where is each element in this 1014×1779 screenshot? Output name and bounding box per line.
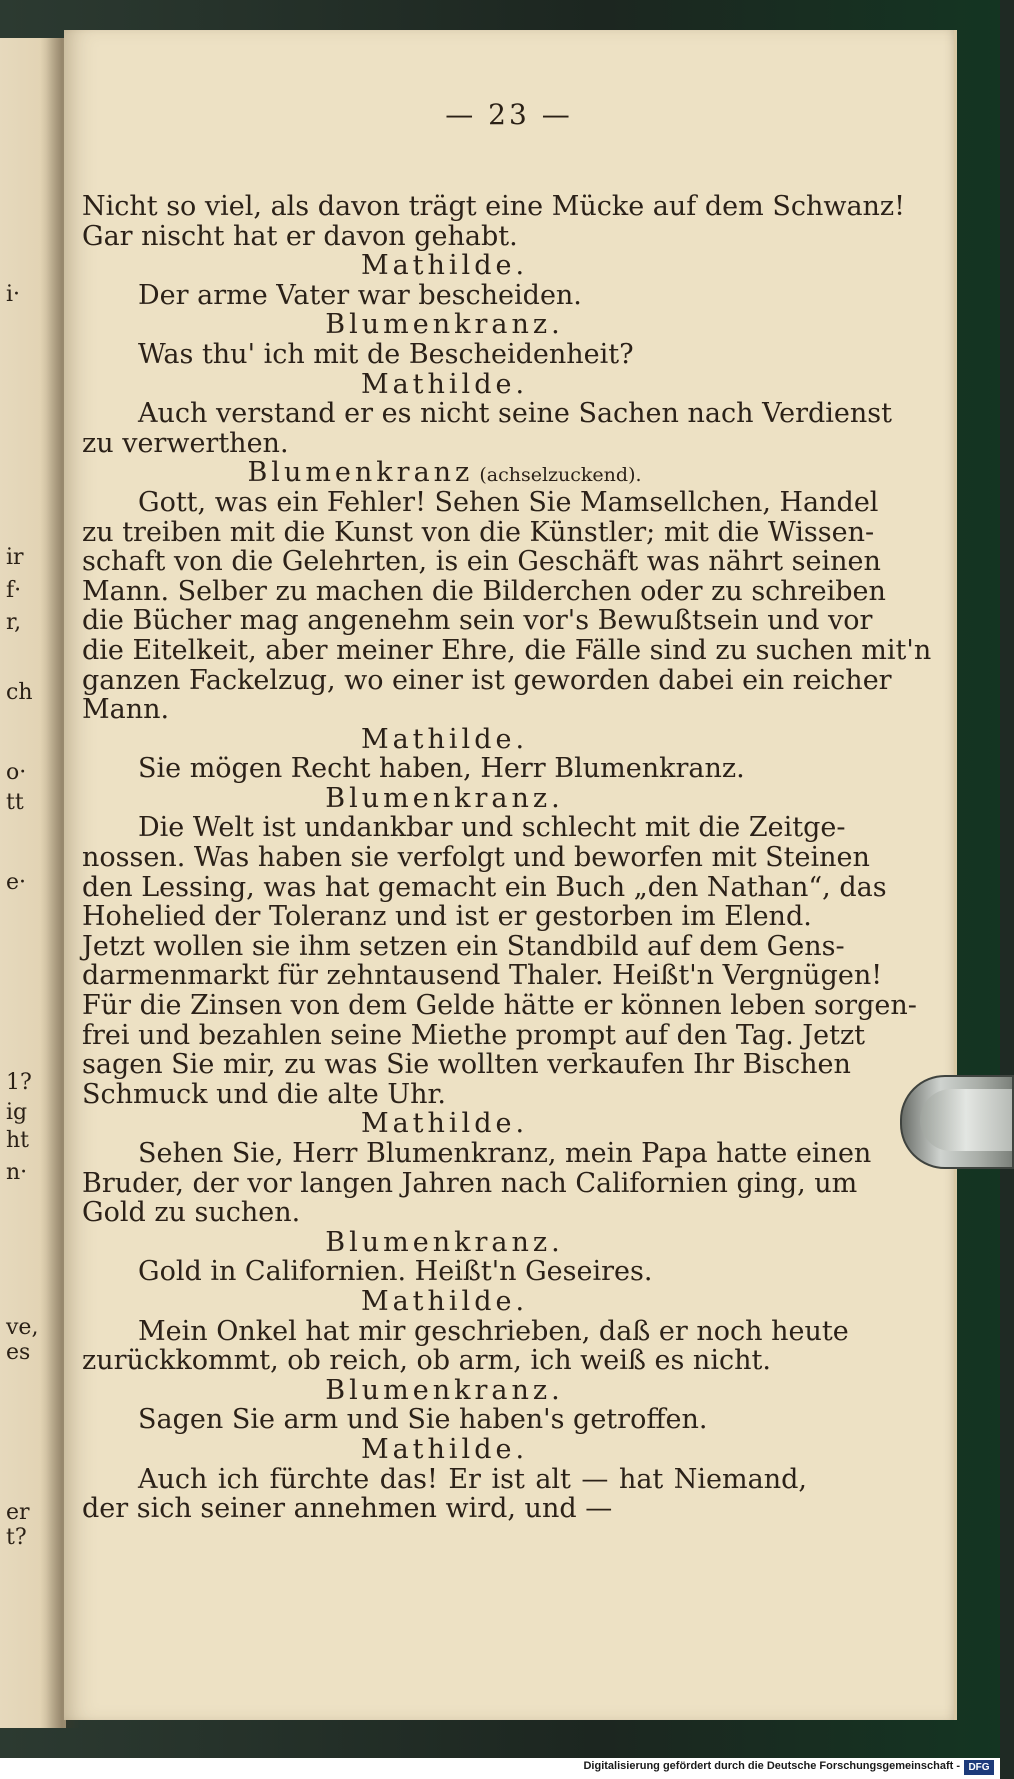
text-line: Sie mögen Recht haben, Herr Blumenkranz. [138, 753, 745, 785]
text-line: Sagen Sie arm und Sie haben's getroffen. [138, 1404, 708, 1436]
digitization-credit: Digitalisierung gefördert durch die Deutsche Forschungsgemeinschaft - [583, 1760, 960, 1772]
speaker-label: Mathilde. [360, 723, 529, 755]
text-line: Mann. [82, 694, 170, 726]
facing-page-fragment: 1? [6, 1070, 32, 1095]
facing-page-fragment: ve, [6, 1315, 39, 1340]
text-line: Auch verstand er es nicht seine Sachen nach Verdienst [138, 398, 892, 430]
speaker-name [82, 1435, 807, 1465]
text-line: die Bücher mag angenehm sein vor's Bewußtsein und vor [82, 605, 873, 637]
text-line: nossen. Was haben sie verfolgt und beworfen mit Steinen [82, 842, 870, 874]
facing-page-fragment: r, [6, 610, 22, 635]
bookmark-clip [900, 1075, 1014, 1169]
text-line: Sehen Sie, Herr Blumenkranz, mein Papa hatte einen [138, 1138, 872, 1169]
facing-page-fragment: ir [6, 545, 24, 570]
text-line: Nicht so viel, als davon trägt eine Mücke auf dem Schwanz! [82, 191, 905, 222]
facing-page-fragment: t? [6, 1525, 27, 1550]
text-line: Mein Onkel hat mir geschrieben, daß er noch heute [138, 1315, 849, 1347]
text-line: Jetzt wollen sie ihm setzen ein Standbild auf dem Gens- [82, 930, 845, 962]
text-line: sagen Sie mir, zu was Sie wollten verkaufen Ihr Bischen [82, 1049, 851, 1081]
stage-direction: (achselzuckend). [473, 464, 642, 487]
speaker-name [82, 1376, 807, 1406]
bookmark-clip-highlight [920, 1089, 1012, 1151]
text-line: Was thu' ich mit de Bescheidenheit? [138, 338, 634, 370]
speaker-label: Mathilde. [360, 368, 529, 400]
text-line: frei und bezahlen seine Miethe prompt auf den Tag. Jetzt [82, 1019, 866, 1051]
facing-page-fragment: er [6, 1500, 30, 1525]
book-page [64, 30, 957, 1720]
page-number: — 23 — [445, 98, 573, 131]
text-line: zu verwerthen. [82, 427, 289, 459]
facing-page-fragment: f· [6, 578, 22, 603]
text-line: Die Welt ist undankbar und schlecht mit die Zeitge- [138, 812, 846, 844]
text-line: Auch ich fürchte das! Er ist alt — hat Niemand, [138, 1463, 807, 1495]
text-line: die Eitelkeit, aber meiner Ehre, die Fälle sind zu suchen mit'n [82, 634, 932, 666]
facing-page-fragment: ht [6, 1128, 30, 1153]
text-line: Hohelied der Toleranz und ist er gestorben im Elend. [82, 901, 812, 933]
speaker-label: Mathilde. [360, 1433, 529, 1465]
facing-page-fragment: ig [6, 1100, 28, 1125]
speaker-name [82, 310, 807, 340]
text-line: Für die Zinsen von dem Gelde hätte er können leben sorgen- [82, 990, 917, 1022]
text-line: Bruder, der vor langen Jahren nach Californien ging, um [82, 1167, 858, 1199]
speaker-name [82, 458, 807, 488]
facing-page-fragment: n· [6, 1160, 28, 1185]
speaker-name [82, 1228, 807, 1258]
speaker-label: Blumenkranz. [325, 309, 564, 341]
speaker-label: Blumenkranz. [325, 1226, 564, 1258]
facing-page-fragment: e· [6, 870, 27, 895]
facing-page-fragment: es [6, 1340, 31, 1365]
text-line: zurückkommt, ob reich, ob arm, ich weiß es nicht. [82, 1345, 771, 1377]
speaker-name [82, 251, 807, 281]
speaker-name [82, 1109, 807, 1139]
speaker-name [82, 1287, 807, 1317]
text-line: Mann. Selber zu machen die Bilderchen oder zu schreiben [82, 575, 886, 607]
page-text [82, 191, 932, 1525]
facing-page-fragment: i· [6, 282, 21, 307]
speaker-label: Blumenkranz [247, 457, 474, 489]
speaker-name [82, 370, 807, 400]
text-line: Gott, was ein Fehler! Sehen Sie Mamsellchen, Handel [138, 486, 879, 518]
text-line: darmenmarkt für zehntausend Thaler. Heißt'n Vergnügen! [82, 960, 883, 992]
text-line: Der arme Vater war bescheiden. [138, 279, 582, 311]
text-line: den Lessing, was hat gemacht ein Buch „den Nathan“, das [82, 871, 887, 903]
facing-page-fragment: o· [6, 760, 27, 785]
text-line: Gold in Californien. Heißt'n Geseires. [138, 1256, 653, 1288]
speaker-label: Blumenkranz. [325, 782, 564, 814]
text-line: zu treiben mit die Kunst von die Künstler; mit die Wissen- [82, 516, 875, 548]
speaker-name [82, 784, 807, 814]
speaker-label: Mathilde. [360, 1108, 529, 1140]
speaker-label: Mathilde. [360, 1285, 529, 1317]
text-line: Gold zu suchen. [82, 1197, 301, 1229]
text-line: schaft von die Gelehrten, is ein Geschäft was nährt seinen [82, 546, 881, 578]
text-line: ganzen Fackelzug, wo einer ist geworden dabei ein reicher [82, 664, 892, 696]
text-line: Gar nischt hat er davon gehabt. [82, 220, 518, 252]
speaker-label: Blumenkranz. [325, 1374, 564, 1406]
speaker-name [82, 725, 807, 755]
speaker-label: Mathilde. [360, 250, 529, 282]
text-line: Schmuck und die alte Uhr. [82, 1078, 446, 1110]
facing-page-fragment: ch [6, 680, 33, 705]
dfg-logo: DFG [964, 1760, 994, 1775]
facing-page-fragment: tt [6, 790, 24, 815]
text-line: der sich seiner annehmen wird, und — [82, 1493, 613, 1525]
